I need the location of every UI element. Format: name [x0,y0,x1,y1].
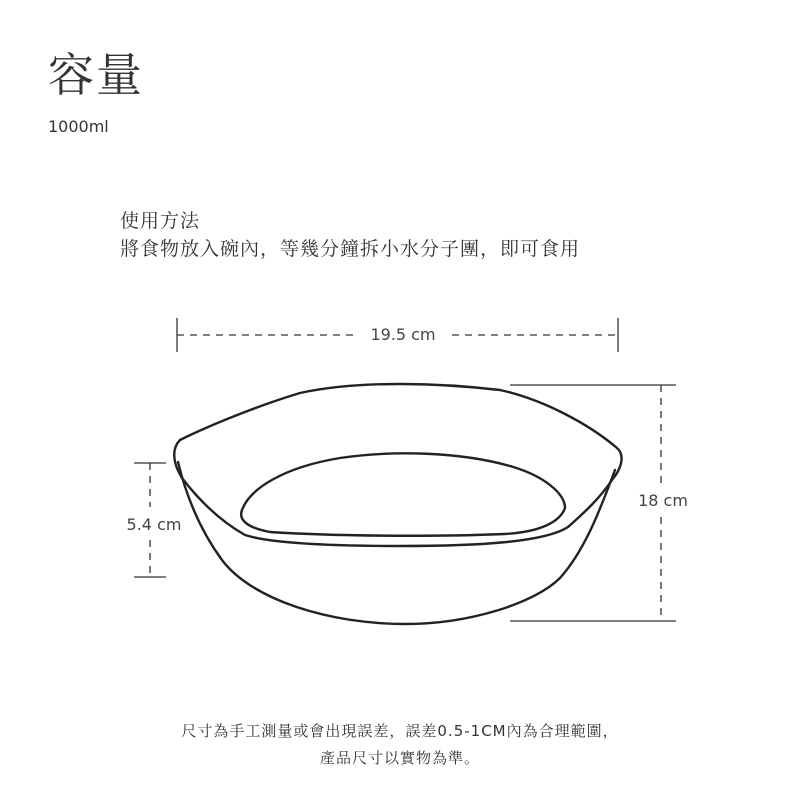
usage-instructions: 將食物放入碗內，等幾分鐘拆小水分子團，即可食用 [120,238,581,260]
note-line-2: 產品尺寸以實物為準。 [319,749,480,767]
width-label: 19.5 cm [370,325,436,344]
note-line-1: 尺寸為手工測量或會出現誤差，誤差0.5-1CM內為合理範圍， [181,722,619,740]
depth-label: 18 cm [638,491,688,510]
bowl-inner-well [241,453,565,535]
bowl-outer-body [178,462,615,624]
usage-heading: 使用方法 [120,210,201,232]
height-label: 5.4 cm [126,515,182,534]
page-title: 容量 [48,48,144,102]
bowl-illustration [174,384,621,624]
capacity-value: 1000ml [48,117,109,136]
